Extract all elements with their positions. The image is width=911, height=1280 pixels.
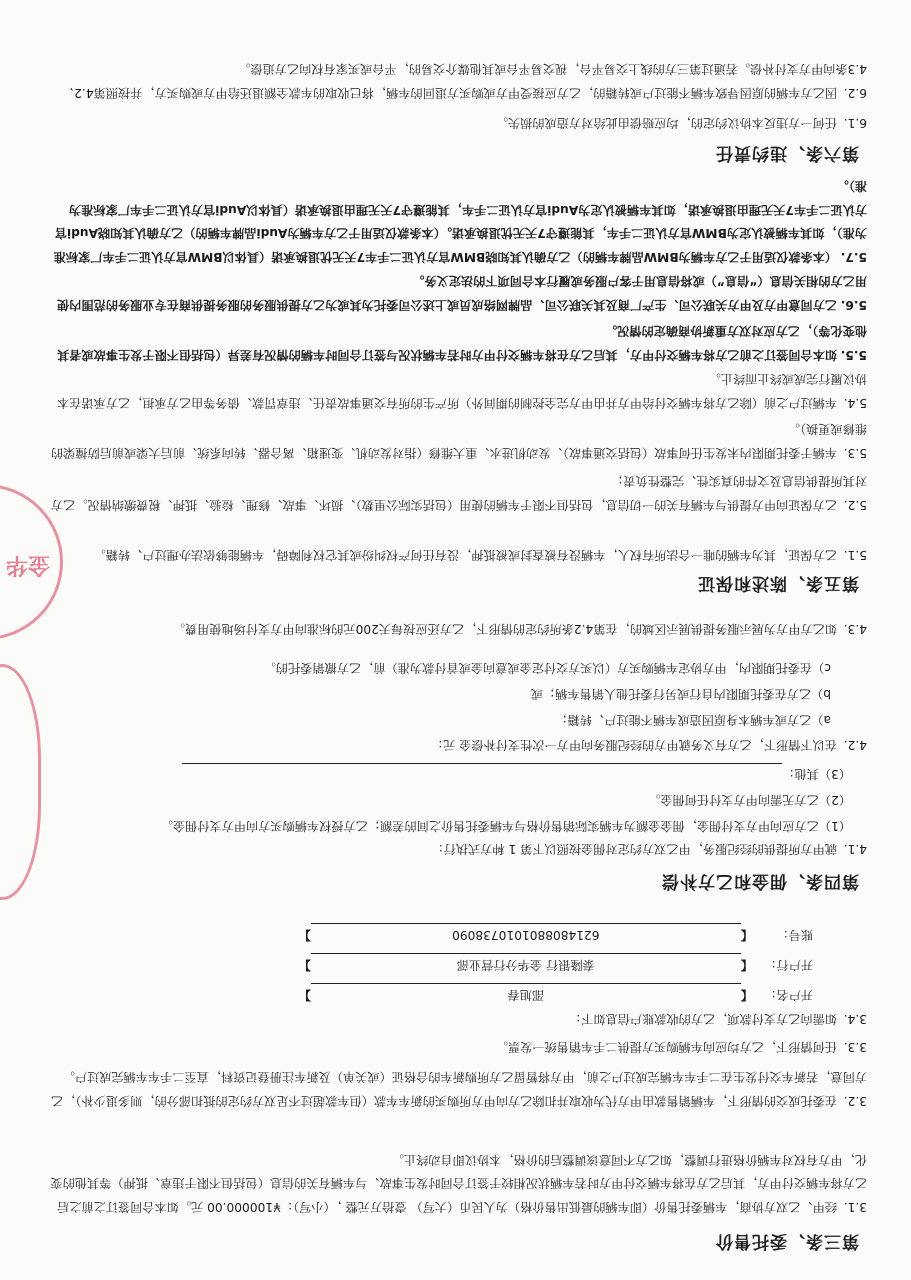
clause-3-4 [47, 1007, 867, 1031]
clause-text: 车辆过户之前（除乙方将车辆交付给甲方并由甲方完全控制的期间外）所产生的所有交通事故责任、违章罚款、债务等由乙方承担，乙方承诺在本协议履行完成或终止而终止。 [57, 372, 867, 410]
clause-5-3 [47, 417, 867, 464]
clause-4-2-c: c）在委托期限内，甲方协定车辆购买方（以买方交付定金或意向金或首付款为准）前，乙方撤销委托的。 [263, 661, 831, 675]
option-3-label: （3）其他： [782, 767, 851, 781]
clause-text: 乙方保证向甲方提供与车辆有关的一切信息，包括但不限于车辆的使用（包括实际公里数）、损坏、事故、修理、检验、抵押、税费缴纳情况。乙方对其所提供信息及文件的真实性、完整性负责； [50, 474, 867, 512]
clause-number: 5.3. [843, 446, 867, 460]
clause-6-2 [47, 57, 867, 104]
section-3-heading: 第三条、委托售价 [715, 1231, 859, 1251]
clause-6-1 [47, 111, 867, 135]
clause-4-1-option-3 [182, 763, 851, 784]
clause-text: 任何情形下，乙方均应向车辆购买方提供二手车销售统一发票。 [495, 1040, 837, 1054]
clause-number: 5.5. [840, 348, 867, 362]
clause-number: 4.2. [843, 738, 867, 752]
account-number-row: 账号：【6214808801010738090】 [299, 924, 813, 946]
clause-number: 6.2. [843, 86, 867, 100]
clause-number: 5.2. [843, 498, 867, 512]
clause-text: 在以下情形下，乙方有义务就甲方的经纪服务向甲方一次性支付补偿金 元： [430, 738, 837, 752]
clause-text: 乙方同意甲方及甲方关联公司、生产厂商及其关联公司、品牌网络成员或上述公司委托为其或为乙方提供服务的服务提供商在专业服务的范围内使用乙方的相关信息（“信息”）或将信息用于客户服务或履行本合同项下的法定义务。 [57, 274, 867, 312]
clause-number: 5.6. [840, 298, 867, 312]
clause-text: 任何一方违反本协议约定的，均应赔偿由此给对方造成的损失。 [495, 116, 837, 130]
clause-text: 乙方保证，其为车辆的唯一合法所有权人，车辆没有被查封或被抵押，没有任何产权纠纷或其它权利障碍，车辆能够依法办理过户、转籍。 [93, 548, 837, 562]
section-4-heading: 第四条、佣金和乙方补偿 [661, 871, 859, 891]
account-holder-label: 开户名： [764, 988, 813, 1002]
clause-4-2 [47, 733, 867, 757]
clause-text: 在委托成交的情形下，车辆销售款由甲方代为收取并扣除乙方向甲方所购买的新车车款（但车款超过不足双方约定的抵扣部分的，则多退少补），乙方同意，若新车交付发生在二手车车辆完成过户之前，甲方将暂留乙方所购新车的合格证（或关单）及新车注册登记资料，直至二手车车辆完成过户。 [50, 1070, 867, 1108]
bank-label: 开户行： [764, 958, 813, 972]
clause-5-5 [47, 319, 867, 366]
clause-number: 5.7. [840, 250, 867, 264]
bank-value: 泰隆银行 金华分行营业部 [311, 953, 741, 976]
clause-number: 4.3. [843, 622, 867, 636]
clause-number: 5.4. [843, 396, 867, 410]
clause-text: 就甲方所提供的经纪服务，甲乙双方约定对佣金按照以下第 1 种方式执行： [431, 842, 837, 856]
clause-5-7 [47, 174, 867, 268]
clause-number: 3.4. [843, 1012, 867, 1026]
clause-4-1-option-1: （1）乙方应向甲方支付佣金，佣金金额为车辆实际销售价格与车辆委托售价之间的差额；乙方授权车辆购买方向甲方支付佣金。 [160, 819, 851, 833]
red-ink-mark [0, 664, 41, 900]
clause-text: 经甲、乙双方协商，车辆委托售价（即车辆的最低出售价格）为人民币（大写） 壹拾万元整 ，（小写）：¥100000.00 元。如本合同签订之前之后乙方将车辆交付甲方，其后乙方在将车辆交付甲方时若车辆状况相较于签订合同时发生事故、与车辆有关的信息（包括但不限于违章、抵押）等其他的变化，甲方有权对车辆价格进行调整，如乙方不同意该调整后的价格，本协议即自动终止。 [50, 1153, 867, 1214]
clause-4-1 [47, 837, 867, 861]
account-holder-value: 邵旭春 [311, 983, 741, 1006]
clause-5-4 [47, 367, 867, 414]
clause-number: 3.2. [843, 1094, 867, 1108]
clause-text: 如本合同签订之前乙方将车辆交付甲方，其后乙方在将车辆交付甲方时若车辆状况与签订合同时车辆的情况有差异（包括但不限于发生事故或者其他变化等），乙方应对双方重新协商确定的情况。 [57, 324, 867, 362]
section-5-heading: 第五条、陈述和保证 [697, 573, 859, 593]
clause-3-2 [47, 1065, 867, 1112]
clause-4-1-option-2: （2）乙方无需向甲方支付任何佣金。 [648, 793, 851, 807]
clause-4-3 [47, 617, 867, 641]
clause-4-2-a: a）乙方或车辆本身原因造成车辆不能过户、转籍； [555, 713, 831, 727]
section-6-heading: 第六条、违约责任 [715, 143, 859, 163]
clause-number: 4.1. [843, 842, 867, 856]
clause-number: 3.1. [843, 1200, 867, 1214]
clause-text: 如需向乙方支付款项，乙方的收款账户信息如下： [568, 1012, 837, 1026]
account-number-value: 6214808801010738090 [311, 923, 741, 946]
account-number-label: 账号： [776, 928, 813, 942]
clause-number: 3.3. [843, 1040, 867, 1054]
clause-text: （本条款仅适用于乙方车辆为BMW品牌车辆的）乙方确认其知晓BMW官方认证二手车7天无忧退换承诺（具体以BMW官方认证二手车厂家标准为准），如其车辆被认定为BMW官方认证二手车，其能遵守7天无忧退换承诺。（本条款仅适用于乙方车辆为Audi品牌车辆的）乙方确认其知晓Audi官方认证二手车7天无理由退换承诺，如其车辆被认定为Audi官方认证二手车，其能遵守7天无理由退换承诺（具体以Audi官方认证二手车厂家标准为准）。 [53, 179, 867, 264]
clause-number: 6.1. [843, 116, 867, 130]
seal-text: 金华 [5, 552, 50, 577]
clause-text: 因乙方车辆的原因导致车辆不能过户或转籍的，乙方应接受甲方或购买方退回的车辆，将已收取的车款全额退还给甲方或购买方，并按照第4.2、4.3条向甲方支付补偿。若通过第三方的线上交易平台，视交易平台或其他媒介交易的，平台或买家有权向乙方追偿。 [61, 62, 867, 100]
clause-3-1 [47, 1148, 867, 1219]
clause-5-2 [47, 469, 867, 516]
clause-5-1 [47, 543, 867, 567]
clause-text: 车辆于委托期限内未发生任何事故（包括交通事故）、发动机进水、重大维修（指对发动机、变速箱、离合器、转向系统、前后大梁或前后防撞梁的维修或更换）。 [50, 422, 867, 460]
clause-5-6 [47, 269, 867, 316]
bank-row: 开户行：【泰隆银行 金华分行营业部】 [299, 954, 813, 976]
account-holder-row: 开户名：【邵旭春】 [299, 984, 813, 1006]
clause-text: 如乙方甲方为展示服务提供展示区域的，在第4.2条所约定的情形下，乙方还应按每天200元的标准向甲方支付场地使用费。 [172, 622, 837, 636]
clause-number: 5.1. [843, 548, 867, 562]
clause-3-3 [47, 1035, 867, 1059]
clause-4-2-b: b）乙方在委托期限内自行或另行委托他人销售车辆；或 [530, 687, 831, 701]
option-3-blank [182, 763, 782, 784]
